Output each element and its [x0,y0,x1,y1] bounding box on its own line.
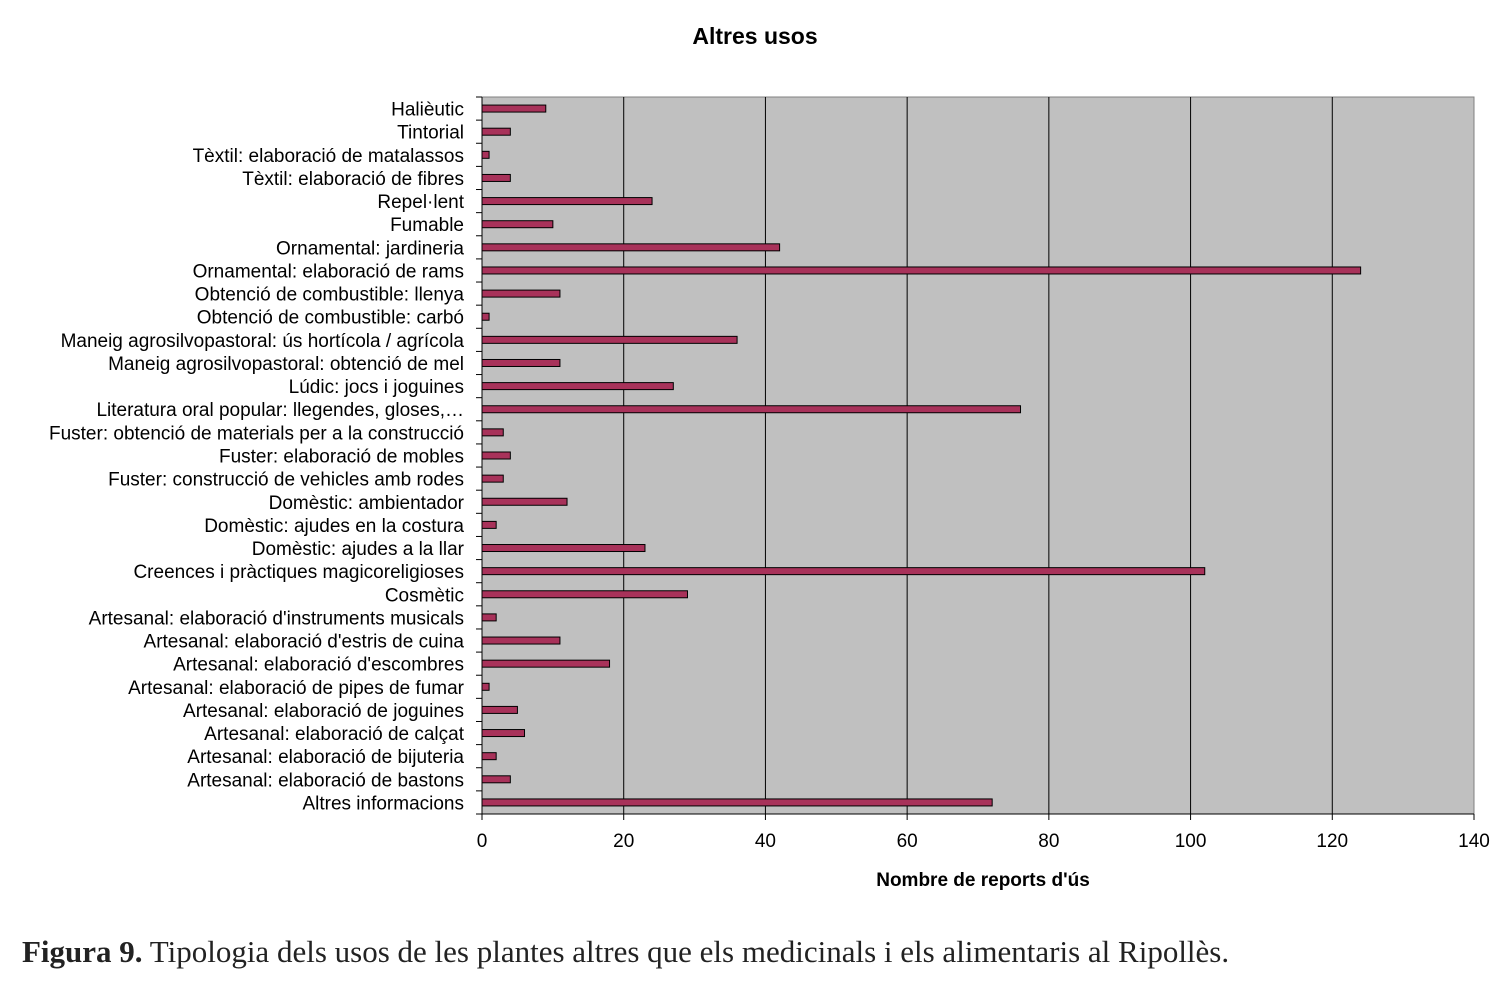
category-label: Maneig agrosilvopastoral: obtenció de mel [108,353,464,375]
x-tick-label: 140 [1458,831,1490,852]
bar [482,198,652,205]
bar [482,545,645,552]
bar [482,336,737,343]
bar [482,244,780,251]
category-label: Tèxtil: elaboració de fibres [242,168,464,190]
bar [482,591,687,598]
category-label: Fuster: obtenció de materials per a la construcció [48,423,464,445]
figure-caption [22,934,1229,970]
category-label: Creences i pràctiques magicoreligioses [133,562,464,584]
bar [482,406,1021,413]
bar [482,313,489,320]
bar [482,383,673,390]
category-label: Artesanal: elaboració de joguines [183,700,464,722]
bar [482,174,510,181]
bar [482,706,517,713]
bar [482,151,489,158]
bar [482,753,496,760]
bar [482,730,525,737]
category-label: Artesanal: elaboració de bijuteria [187,747,464,769]
bar [482,452,510,459]
caption-label: Figura 9. [22,934,143,969]
category-labels [49,100,465,815]
bar [482,105,546,112]
x-tick-label: 40 [754,831,776,852]
category-label: Fuster: elaboració de mobles [218,446,464,468]
category-label: Maneig agrosilvopastoral: ús hortícola / agrícola [60,330,464,352]
x-tick-label: 0 [476,831,488,852]
bar [482,637,560,644]
category-label: Literatura oral popular: llegendes, gloses,… [96,400,464,422]
chart-title: Altres usos [692,23,818,49]
caption-text: Tipologia dels usos de les plantes altres que els medicinals i els alimentaris al Ripollès. [142,934,1230,969]
category-label: Artesanal: elaboració de calçat [204,724,464,746]
bar [482,521,496,528]
category-label: Ornamental: jardineria [276,238,464,260]
bar [482,359,560,366]
category-label: Halièutic [391,99,464,121]
bar [482,221,553,228]
bar [482,267,1361,274]
x-tick-label: 60 [896,831,918,852]
bar [482,429,503,436]
bar [482,568,1205,575]
category-label: Tèxtil: elaboració de matalassos [192,145,464,167]
category-label: Fuster: construcció de vehicles amb rodes [108,469,464,491]
category-label: Tintorial [397,122,464,144]
x-tick-label: 80 [1038,831,1060,852]
category-label: Obtenció de combustible: carbó [196,307,464,329]
category-label: Domèstic: ajudes a la llar [251,539,464,561]
category-label: Artesanal: elaboració de pipes de fumar [128,677,464,699]
category-label: Artesanal: elaboració d'escombres [173,654,464,676]
category-label: Artesanal: elaboració de bastons [187,770,464,792]
category-label: Lúdic: jocs i joguines [288,377,464,399]
bar [482,475,503,482]
category-label: Domèstic: ajudes en la costura [204,515,464,537]
bar [482,799,992,806]
bar [482,290,560,297]
category-label: Obtenció de combustible: llenya [194,284,464,306]
bar [482,660,610,667]
bar [482,128,510,135]
bar [482,614,496,621]
category-label: Fumable [390,215,464,237]
x-axis-title: Nombre de reports d'ús [876,870,1090,891]
bar [482,498,567,505]
bar [482,776,510,783]
category-label: Altres informacions [302,793,464,815]
x-tick-label: 120 [1316,831,1349,852]
x-tick-label: 100 [1174,831,1207,852]
category-label: Repel·lent [377,192,464,214]
category-label: Ornamental: elaboració de rams [192,261,464,283]
category-label: Cosmètic [384,585,464,607]
bar [482,683,489,690]
category-label: Artesanal: elaboració d'instruments musicals [88,608,464,630]
category-label: Artesanal: elaboració d'estris de cuina [143,631,464,653]
category-label: Domèstic: ambientador [268,492,464,514]
x-tick-label: 20 [613,831,635,852]
